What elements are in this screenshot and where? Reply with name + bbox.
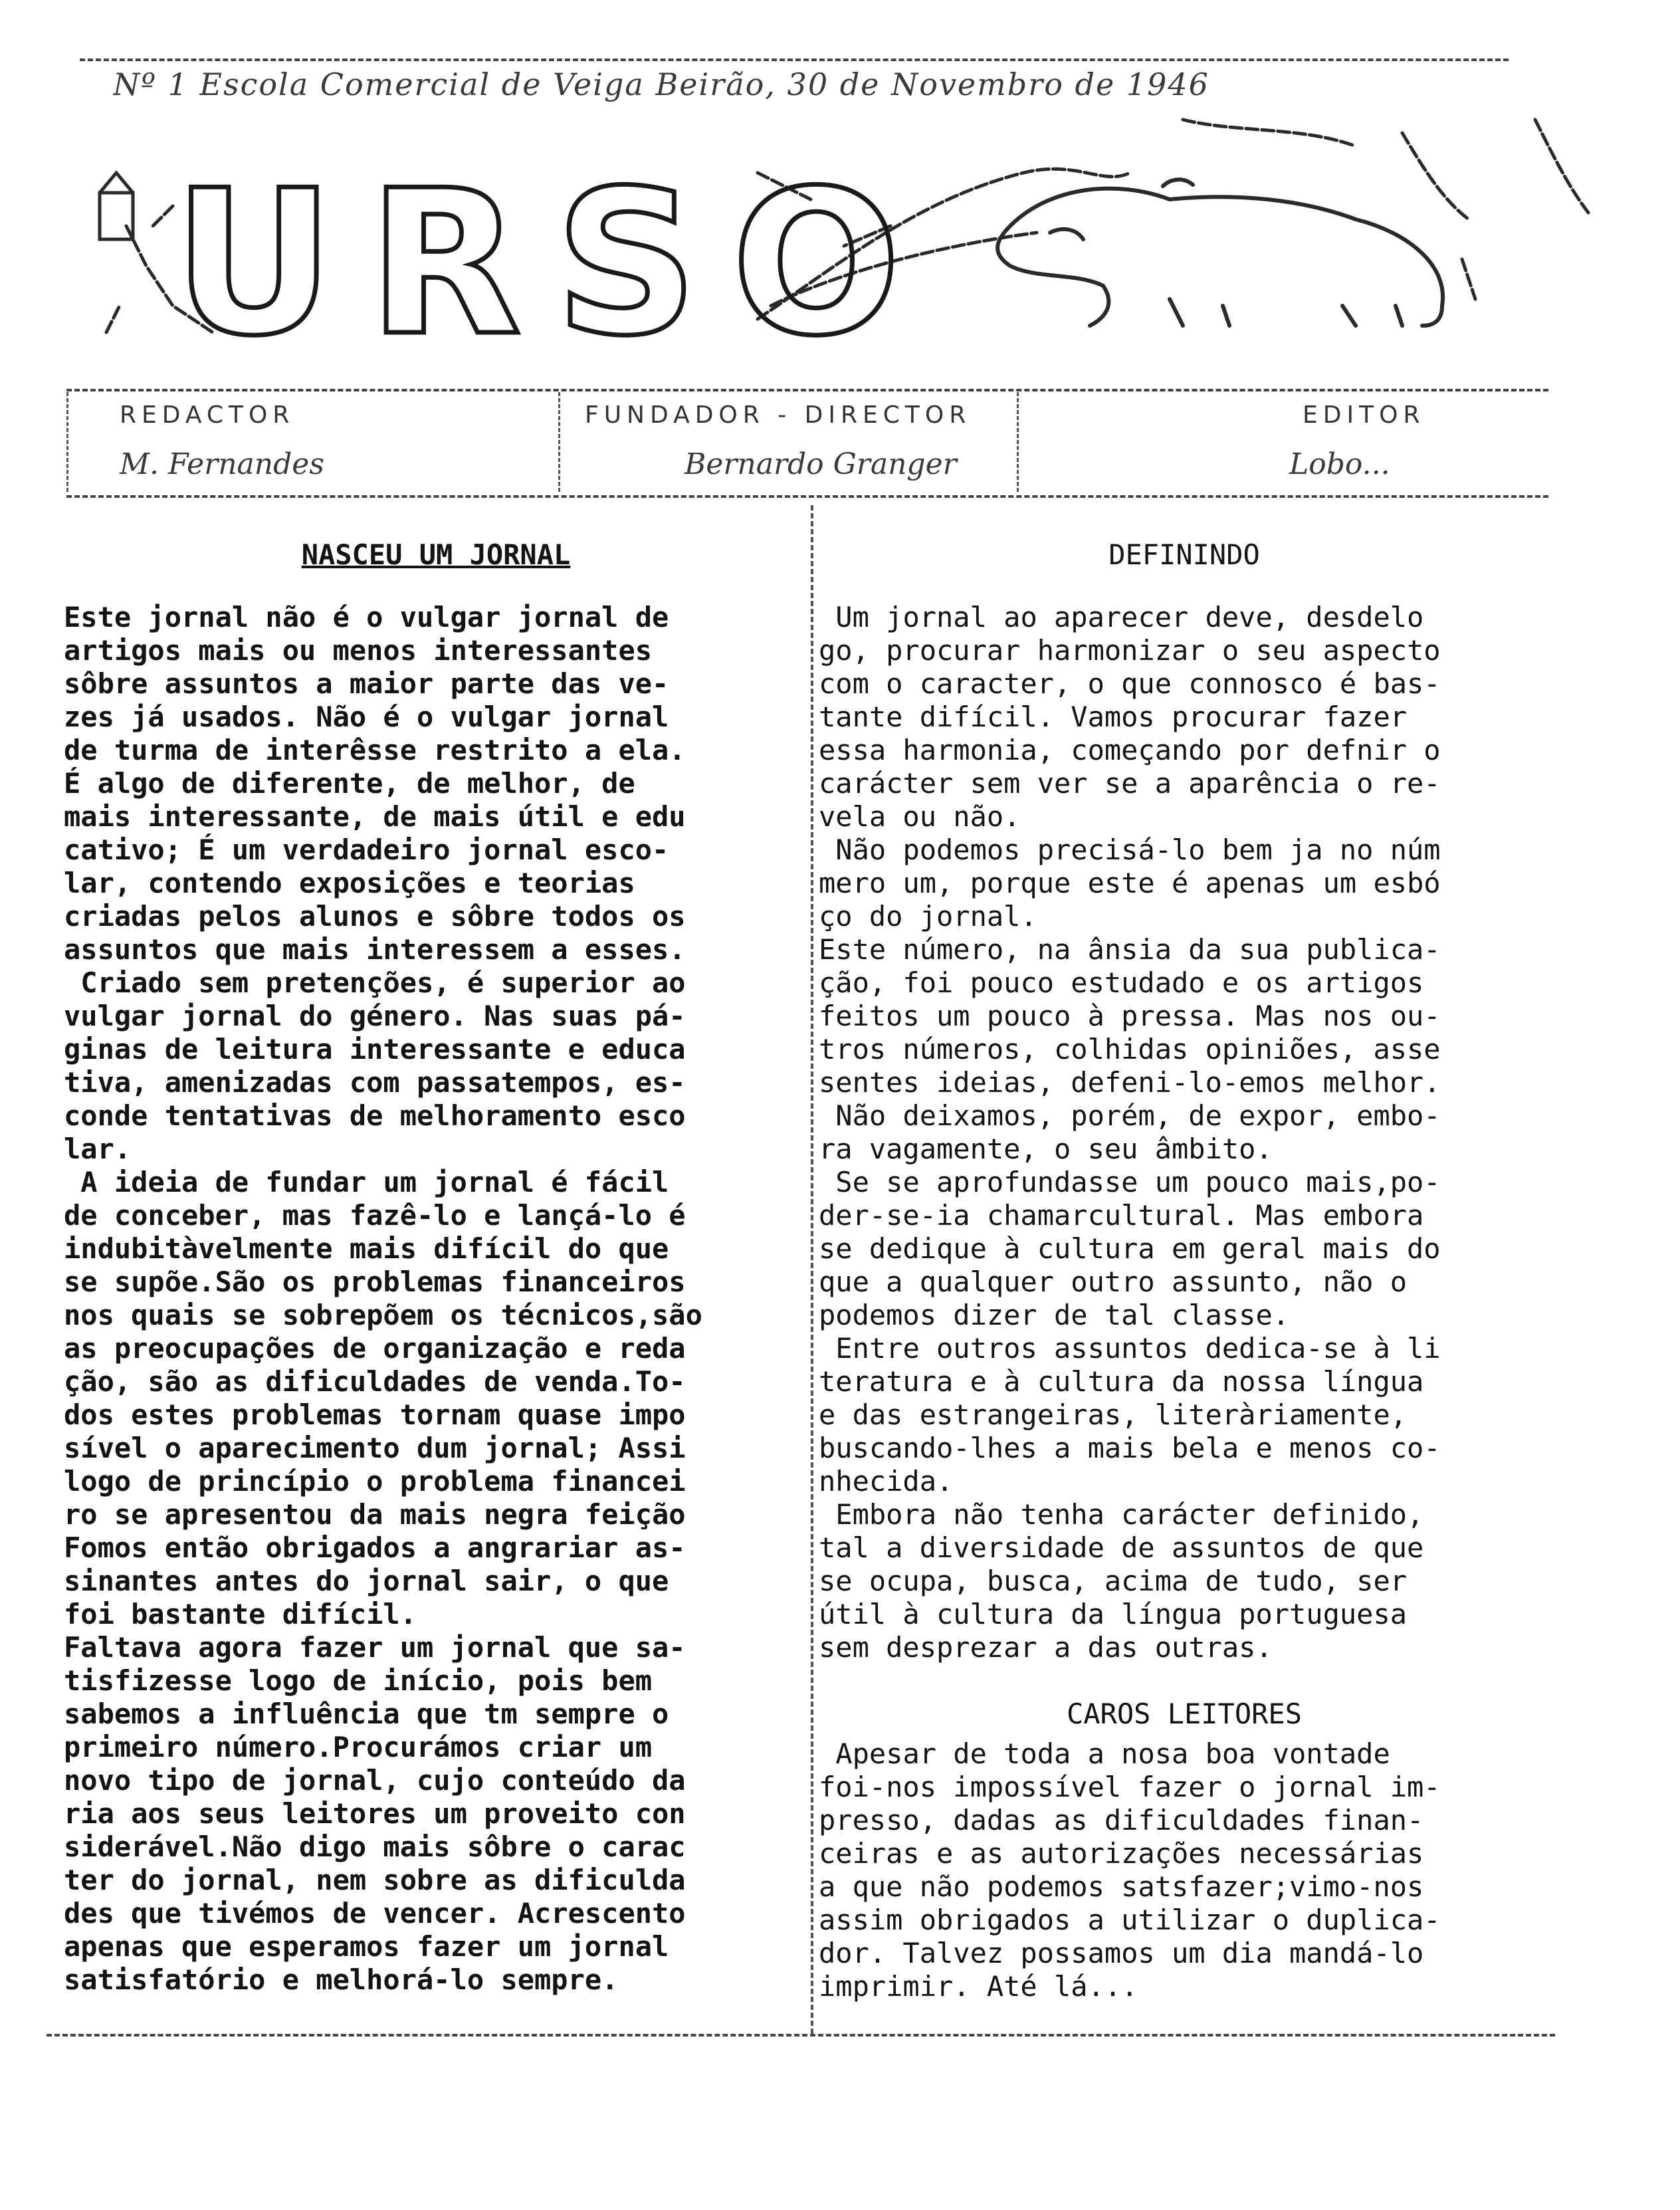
credit-editor-name: Lobo... bbox=[1289, 447, 1390, 481]
credits-top-rule bbox=[66, 389, 1548, 391]
column-divider bbox=[811, 505, 813, 2034]
masthead-top-rule bbox=[80, 58, 1509, 61]
issue-date-line: Nº 1 Escola Comercial de Veiga Beirão, 30 de Novembro de 1946 bbox=[113, 66, 1209, 102]
credit-editor-role: EDITOR bbox=[1303, 401, 1425, 429]
masthead-title-logo bbox=[40, 106, 1648, 386]
credit-redactor-role: REDACTOR bbox=[120, 401, 295, 429]
article-nasceu-um-jornal bbox=[64, 538, 808, 1997]
article-caros-body: Apesar de toda a nosa boa vontade foi-nos impossível fazer o jornal im- presso, dadas as dificuldades finan- ceiras e as autorizações necessárias a que não podemos satsfazer;vimo-nos assim obrigados a utilizar o duplica- dor. Talvez possamos um dia mandá-lo imprimir. Até lá... bbox=[819, 1737, 1441, 2003]
article-right-body: Um jornal ao aparecer deve, desdelo go, procurar harmonizar o seu aspecto com o caracter, o que connosco é bas- tante difícil. Vamos procurar fazer essa harmonia, começando por defnir o carácter sem ver se a aparência o re- vela ou não. Não podemos precisá-lo bem ja no núm mero um, porque este é apenas um esbó ço do jornal. Este número, na ânsia da sua publica- ção, foi pouco estudado e os artigos feitos um pouco à pressa. Mas nos ou- tros números, colhidas opiniões, asse sentes ideias, defeni-lo-emos melhor. Não deixamos, porém, de expor, embo- ra vagamente, o seu âmbito. Se se aprofundasse um pouco mais,po- der-se-ia chamarcultural. Mas embora se dedique à cultura em geral mais do que a qualquer outro assunto, não o podemos dizer de tal classe. Entre outros assuntos dedica-se à li teratura e à cultura da nossa língua e das estrangeiras, literàriamente, buscando-lhes a mais bela e menos co- nhecida. Embora não tenha carácter definido, tal a diversidade de assuntos de que se ocupa, busca, acima de tudo, ser útil à cultura da língua portuguesa sem desprezar a das outras. bbox=[819, 601, 1441, 1664]
credits-divider-mid1 bbox=[558, 392, 560, 492]
credits-divider-mid2 bbox=[1017, 392, 1019, 492]
credit-redactor-name: M. Fernandes bbox=[120, 447, 324, 481]
article-caros-title: CAROS LEITORES bbox=[1066, 1698, 1302, 1730]
article-left-title: NASCEU UM JORNAL bbox=[301, 538, 571, 571]
credits-divider-left bbox=[66, 392, 68, 492]
credit-director-name: Bernardo Granger bbox=[684, 447, 957, 481]
article-definindo bbox=[819, 538, 1550, 2003]
footer-rule bbox=[47, 2034, 1555, 2037]
masthead-title-text: URSO bbox=[173, 148, 934, 380]
credits-bottom-rule bbox=[66, 495, 1548, 498]
credit-director-role: FUNDADOR - DIRECTOR bbox=[585, 401, 972, 429]
credit-editor bbox=[1289, 401, 1425, 481]
article-right-title: DEFININDO bbox=[1108, 538, 1260, 571]
credit-director bbox=[585, 401, 971, 481]
article-left-body: Este jornal não é o vulgar jornal de artigos mais ou menos interessantes sôbre assuntos a maior parte das ve- zes já usados. Não é o vulgar jornal de turma de interêsse restrito a ela. É algo de diferente, de melhor, de mais interessante, de mais útil e edu cativo; É um verdadeiro jornal esco- lar, contendo exposições e teorias criadas pelos alunos e sôbre todos os assuntos que mais interessem a esses. Criado sem pretenções, é superior ao vulgar jornal do género. Nas suas pá- ginas de leitura interessante e educa tiva, amenizadas com passatempos, es- conde tentativas de melhoramento esco lar. A ideia de fundar um jornal é fácil de conceber, mas fazê-lo e lançá-lo é indubitàvelmente mais difícil do que se supõe.São os problemas financeiros nos quais se sobrepõem os técnicos,são as preocupações de organização e reda ção, são as dificuldades de venda.To- dos estes problemas tornam quase impo sível o aparecimento dum jornal; Assi logo de princípio o problema financei ro se apresentou da mais negra feição Fomos então obrigados a angrariar as- sinantes antes do jornal sair, o que foi bastante difícil. Faltava agora fazer um jornal que sa- tisfizesse logo de início, pois bem sabemos a influência que tm sempre o primeiro número.Procurámos criar um novo tipo de jornal, cujo conteúdo da ria aos seus leitores um proveito con siderável.Não digo mais sôbre o carac ter do jornal, nem sobre as dificulda des que tivémos de vencer. Acrescento apenas que esperamos fazer um jornal satisfatório e melhorá-lo sempre. bbox=[64, 601, 702, 1996]
credit-redactor bbox=[120, 401, 324, 481]
